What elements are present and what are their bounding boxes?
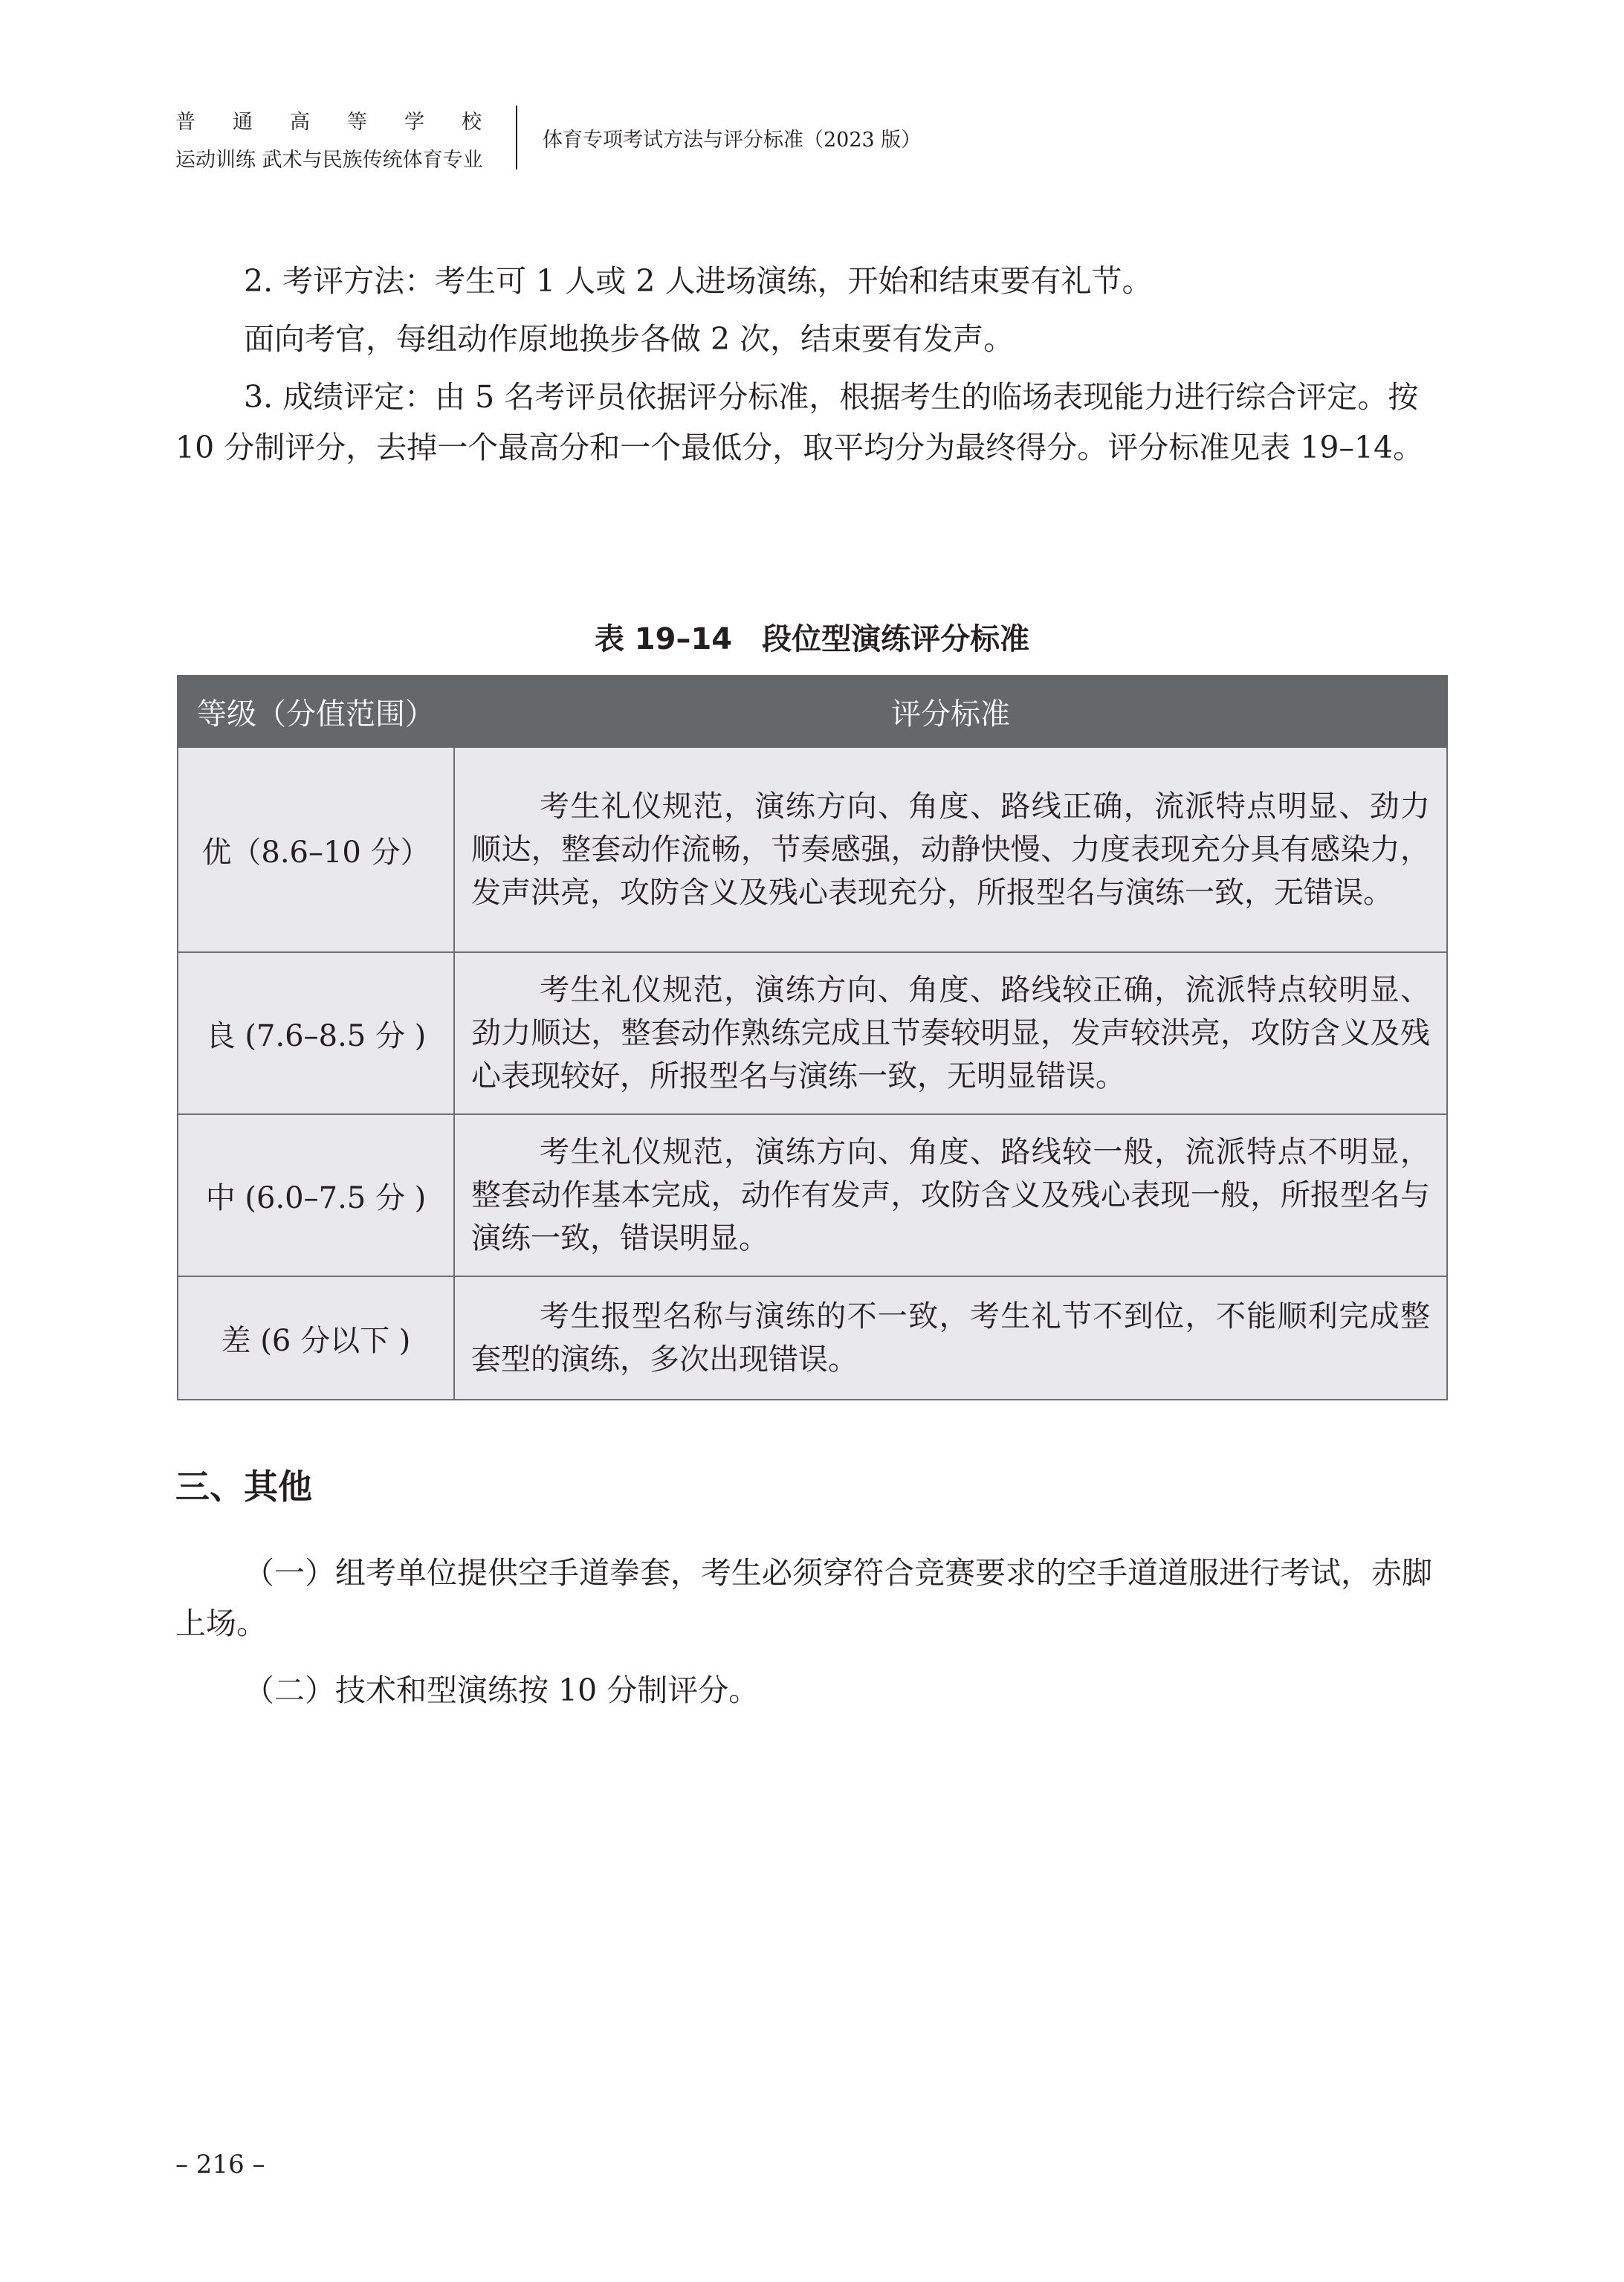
table-header-row: [178, 676, 1447, 747]
section-heading: 三、其他: [175, 1467, 312, 1507]
header-divider: [516, 106, 517, 169]
paragraph-facing: 面向考官，每组动作原地换步各做 2 次，结束要有发声。: [244, 321, 1015, 357]
table-row: [178, 952, 1447, 1114]
header-left: [175, 106, 502, 172]
row-standard: 考生礼仪规范，演练方向、角度、路线较一般，流派特点不明显，整套动作基本完成，动作有发声，攻防含义及残心表现一般，所报型名与演练一致，错误明显。: [454, 1114, 1447, 1276]
row-level: 中 (6.0–7.5 分 ): [178, 1114, 454, 1276]
header-standard: 评分标准: [454, 676, 1447, 747]
paragraph-scoring-system: （二）技术和型演练按 10 分制评分。: [244, 1672, 760, 1708]
row-standard: 考生礼仪规范，演练方向、角度、路线较正确，流派特点较明显、劲力顺达，整套动作熟练完成且节奏较明显，发声较洪亮，攻防含义及残心表现较好，所报型名与演练一致，无明显错误。: [454, 952, 1447, 1114]
page-number: – 216 –: [175, 2150, 265, 2179]
row-level: 良 (7.6–8.5 分 ): [178, 952, 454, 1114]
paragraph-method: 2. 考评方法：考生可 1 人或 2 人进场演练，开始和结束要有礼节。: [244, 263, 1153, 299]
table-row: [178, 1114, 1447, 1276]
scoring-table: [177, 675, 1448, 1400]
paragraph-equipment: （一）组考单位提供空手道拳套，考生必须穿符合竞赛要求的空手道道服进行考试，赤脚上场。: [175, 1555, 1432, 1641]
row-standard: 考生礼仪规范，演练方向、角度、路线正确，流派特点明显、劲力顺达，整套动作流畅，节奏感强，动静快慢、力度表现充分具有感染力，发声洪亮，攻防含义及残心表现充分，所报型名与演练一致，无错误。: [454, 747, 1447, 952]
header-level: 等级（分值范围）: [178, 676, 454, 747]
row-standard: 考生报型名称与演练的不一致，考生礼节不到位，不能顺利完成整套型的演练，多次出现错误。: [454, 1276, 1447, 1400]
header-school-type: 普 通 高 等 学 校: [175, 111, 482, 134]
table-row: [178, 747, 1447, 952]
row-level: 优（8.6–10 分）: [178, 747, 454, 952]
header-book-title: 体育专项考试方法与评分标准（2023 版）: [543, 129, 922, 152]
table-row: [178, 1276, 1447, 1400]
header-major: 运动训练 武术与民族传统体育专业: [175, 149, 483, 172]
table-title: 表 19–14 段位型演练评分标准: [594, 622, 1030, 656]
paragraph-scoring: 3. 成绩评定：由 5 名考评员依据评分标准，根据考生的临场表现能力进行综合评定。按 10 分制评分，去掉一个最高分和一个最低分，取平均分为最终得分。评分标准见表 19–14。: [175, 379, 1424, 465]
row-level: 差 (6 分以下 ): [178, 1276, 454, 1400]
